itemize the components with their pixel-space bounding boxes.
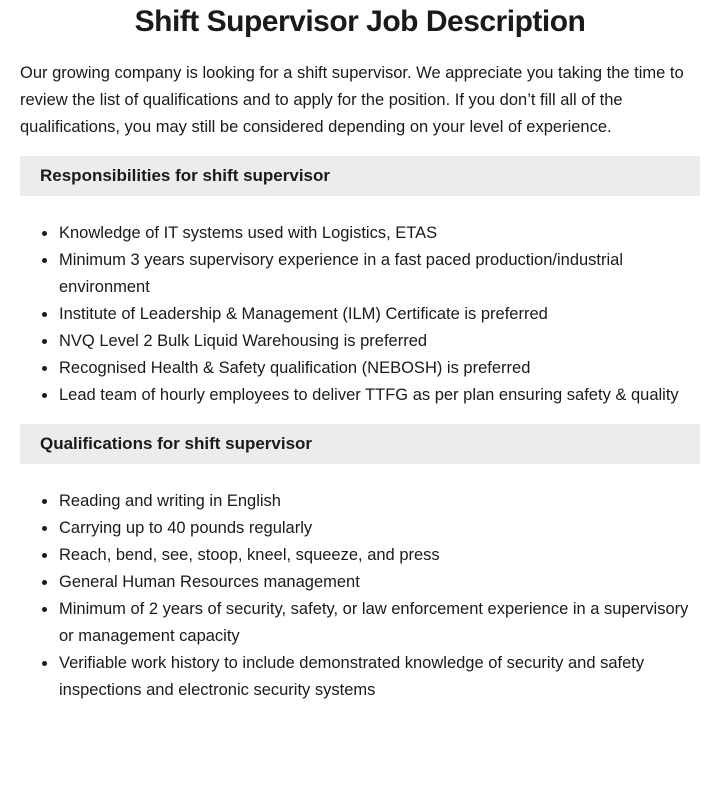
section-header-responsibilities: Responsibilities for shift supervisor bbox=[20, 156, 700, 196]
list-item: Reading and writing in English bbox=[42, 488, 700, 515]
list-item: Minimum of 2 years of security, safety, or law enforcement experience in a supervisory or management capacity bbox=[42, 596, 700, 650]
list-item: Carrying up to 40 pounds regularly bbox=[42, 515, 700, 542]
list-item: Minimum 3 years supervisory experience in a fast paced production/industrial environment bbox=[42, 247, 700, 301]
section-responsibilities bbox=[20, 156, 700, 409]
list-item: Verifiable work history to include demonstrated knowledge of security and safety inspections and electronic security systems bbox=[42, 650, 700, 704]
list-item: General Human Resources management bbox=[42, 569, 700, 596]
list-item: Lead team of hourly employees to deliver TTFG as per plan ensuring safety & quality bbox=[42, 382, 700, 409]
intro-paragraph: Our growing company is looking for a shift supervisor. We appreciate you taking the time to review the list of qualifications and to apply for the position. If you don’t fill all of the qualifications, you may still be considered depending on your level of experience. bbox=[20, 64, 684, 136]
job-description-document bbox=[0, 4, 720, 704]
list-item: NVQ Level 2 Bulk Liquid Warehousing is preferred bbox=[42, 328, 700, 355]
section-qualifications bbox=[20, 424, 700, 704]
section-header-qualifications: Qualifications for shift supervisor bbox=[20, 424, 700, 464]
list-item: Knowledge of IT systems used with Logistics, ETAS bbox=[42, 220, 700, 247]
page-title: Shift Supervisor Job Description bbox=[134, 5, 586, 38]
list-item: Reach, bend, see, stoop, kneel, squeeze, and press bbox=[42, 542, 700, 569]
responsibilities-bullet-list bbox=[20, 220, 700, 409]
qualifications-bullet-list bbox=[20, 488, 700, 704]
list-item: Institute of Leadership & Management (ILM) Certificate is preferred bbox=[42, 301, 700, 328]
list-item: Recognised Health & Safety qualification (NEBOSH) is preferred bbox=[42, 355, 700, 382]
